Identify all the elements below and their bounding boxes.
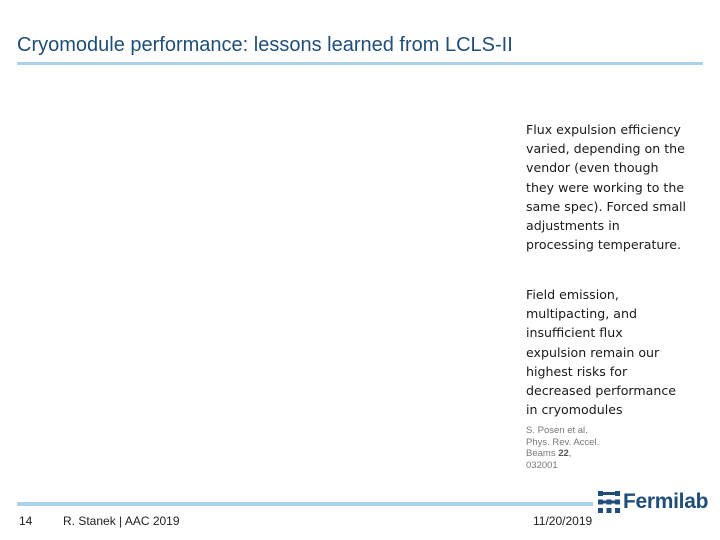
citation-authors: S. Posen et al. [526, 425, 588, 436]
fermilab-logo [598, 489, 708, 515]
text-line: vendor (even though [526, 160, 659, 176]
paragraph-flux-expulsion [526, 120, 711, 254]
text-line: multipacting, and [526, 306, 637, 322]
citation-article-number: 032001 [526, 459, 558, 471]
citation-volume-line [526, 448, 626, 460]
citation-comma: , [568, 448, 572, 460]
footer-author: R. Stanek | AAC 2019 [63, 514, 180, 528]
text-line: expulsion remain our [526, 344, 660, 360]
text-line: same spec). Forced small [526, 198, 687, 214]
title-divider [17, 62, 703, 65]
text-line: adjustments in [526, 218, 620, 234]
text-line: varied, depending on the [526, 141, 685, 157]
citation-volume: 22 [558, 448, 569, 460]
citation-journal: Phys. Rev. Accel. [526, 436, 600, 448]
slide-title: Cryomodule performance: lessons learned from LCLS-II [17, 34, 513, 56]
footer-divider [17, 502, 593, 506]
text-line: they were working to the [526, 179, 685, 195]
text-line: decreased performance [526, 383, 676, 399]
page-number: 14 [19, 514, 33, 528]
paragraph-risks [526, 285, 711, 419]
text-line: highest risks for [526, 363, 628, 379]
fermilab-logo-icon [598, 491, 620, 513]
text-line: processing temperature. [526, 237, 682, 253]
text-line: Flux expulsion efficiency [526, 122, 681, 137]
footer-date: 11/20/2019 [533, 514, 593, 528]
fermilab-logo-text: Fermilab [623, 490, 709, 513]
text-line: insufficient flux [526, 325, 623, 341]
citation-journal-cont: Beams [526, 448, 559, 460]
text-line: in cryomodules [526, 402, 623, 418]
citation [526, 425, 626, 471]
text-line: Field emission, [526, 287, 619, 302]
